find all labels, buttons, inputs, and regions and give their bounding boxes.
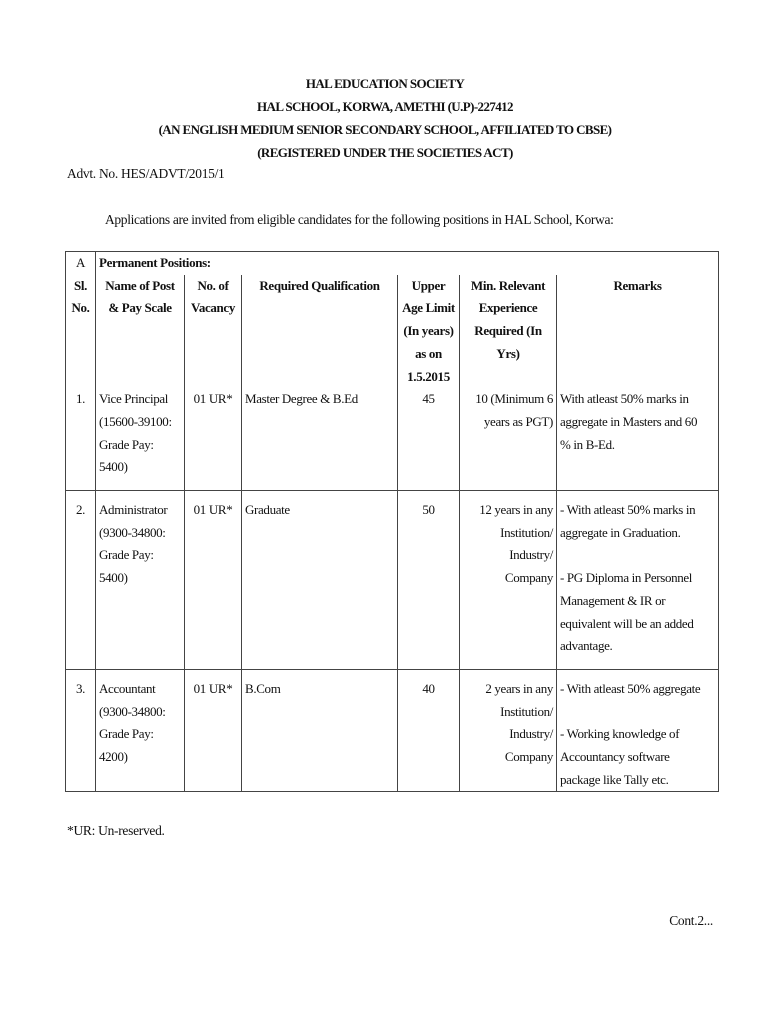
row-experience: 10 (Minimum 6 years as PGT): [460, 388, 557, 490]
row-vacancy: 01 UR*: [185, 499, 242, 669]
header-experience: Min. Relevant Experience Required (In Yrs): [460, 275, 557, 389]
row-qualification: Graduate: [242, 499, 398, 669]
advertisement-number: Advt. No. HES/ADVT/2015/1: [67, 166, 225, 181]
positions-table: [65, 251, 719, 792]
row-qualification: Master Degree & B.Ed: [242, 388, 398, 490]
row-remarks: With atleast 50% marks in aggregate in Masters and 60 % in B-Ed.: [557, 388, 719, 490]
row-post: Vice Principal (15600-39100: Grade Pay: 5400): [96, 388, 185, 490]
header-remarks: Remarks: [557, 275, 719, 389]
table-row: [66, 499, 719, 669]
section-letter: A: [66, 252, 96, 275]
row-sl: 3.: [66, 678, 96, 792]
row-remarks: - With atleast 50% marks in aggregate in Graduation. - PG Diploma in Personnel Management & IR or equivalent will be an added advantage.: [557, 499, 719, 669]
table-row: [66, 678, 719, 792]
school-affiliation: (AN ENGLISH MEDIUM SENIOR SECONDARY SCHOOL, AFFILIATED TO CBSE): [158, 122, 612, 137]
row-sl: 1.: [66, 388, 96, 490]
table-row: [66, 388, 719, 490]
row-separator: [66, 491, 719, 500]
row-vacancy: 01 UR*: [185, 388, 242, 490]
section-title: Permanent Positions:: [96, 252, 719, 275]
footnote: *UR: Un-reserved.: [67, 823, 165, 838]
row-age: 45: [398, 388, 460, 490]
row-separator: [66, 669, 719, 678]
section-row: [66, 252, 719, 275]
row-qualification: B.Com: [242, 678, 398, 792]
header-age: Upper Age Limit (In years) as on 1.5.2015: [398, 275, 460, 389]
header-sl: Sl. No.: [66, 275, 96, 389]
header-qualification: Required Qualification: [242, 275, 398, 389]
row-post: Accountant (9300-34800: Grade Pay: 4200): [96, 678, 185, 792]
registration-note: (REGISTERED UNDER THE SOCIETIES ACT): [257, 145, 513, 160]
continued-marker: Cont.2...: [669, 913, 713, 928]
header-vacancy: No. of Vacancy: [185, 275, 242, 389]
intro-paragraph: Applications are invited from eligible candidates for the following positions in HAL School, Korwa:: [105, 212, 614, 227]
row-age: 40: [398, 678, 460, 792]
society-name: HAL EDUCATION SOCIETY: [305, 76, 465, 91]
row-experience: 2 years in any Institution/ Industry/ Company: [460, 678, 557, 792]
row-sl: 2.: [66, 499, 96, 669]
row-experience: 12 years in any Institution/ Industry/ Company: [460, 499, 557, 669]
header-post: Name of Post & Pay Scale: [96, 275, 185, 389]
table-header-row: [66, 275, 719, 389]
row-remarks: - With atleast 50% aggregate - Working knowledge of Accountancy software package like Tally etc.: [557, 678, 719, 792]
school-address: HAL SCHOOL, KORWA, AMETHI (U.P)-227412: [257, 99, 513, 114]
row-age: 50: [398, 499, 460, 669]
row-post: Administrator (9300-34800: Grade Pay: 5400): [96, 499, 185, 669]
row-vacancy: 01 UR*: [185, 678, 242, 792]
